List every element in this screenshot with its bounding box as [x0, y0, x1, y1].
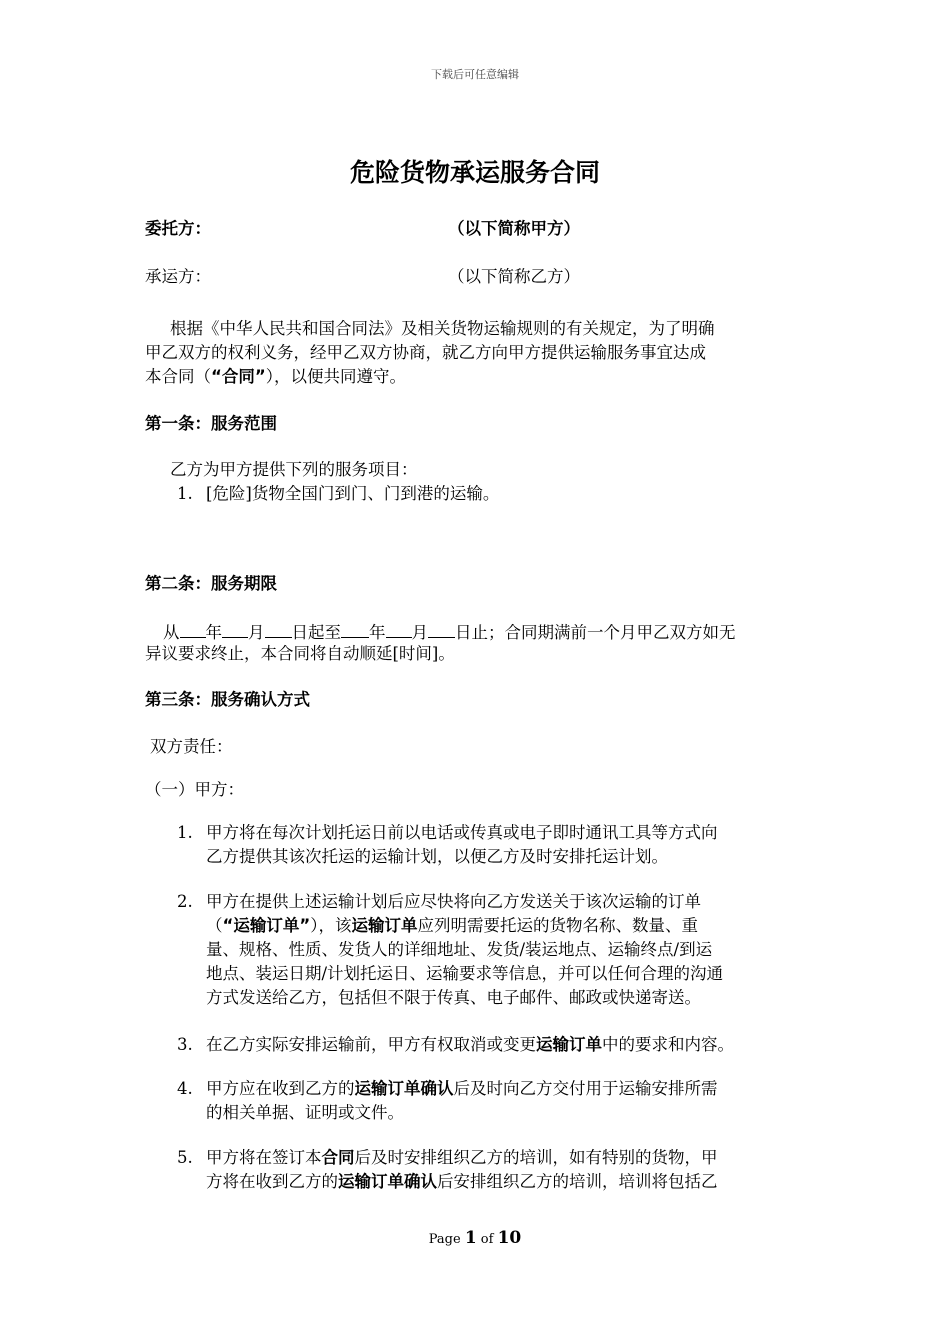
article-1-item-text: [危险]货物全国门到门、门到港的运输。 [206, 484, 500, 503]
client-label: 委托方： [145, 219, 211, 238]
item-2-line-4: 地点、装运日期/计划托运日、运输要求等信息，并可以任何合理的沟通 [206, 964, 724, 983]
service-period-line-2: 异议要求终止，本合同将自动顺延[时间]。 [145, 644, 455, 663]
item-3-line-1: 在乙方实际安排运输前，甲方有权取消或变更运输订单中的要求和内容。 [206, 1035, 734, 1054]
intro-line-3: 本合同（“合同”），以便共同遵守。 [145, 367, 406, 386]
carrier-alias: （以下简称乙方） [448, 267, 580, 286]
document-title: 危险货物承运服务合同 [349, 158, 600, 187]
item-number: 4. [177, 1079, 193, 1098]
page-number: 1 [464, 1228, 477, 1248]
page-word: Page [428, 1232, 461, 1247]
intro-line-2: 甲乙双方的权利义务，经甲乙双方协商，就乙方向甲方提供运输服务事宜达成 [145, 343, 706, 362]
page-header-note: 下载后可任意编辑 [431, 68, 519, 81]
page-total: 10 [497, 1228, 522, 1248]
mutual-duties-label: 双方责任： [150, 737, 233, 756]
item-5-line-2: 方将在收到乙方的运输订单确认后安排组织乙方的培训，培训将包括乙 [206, 1172, 718, 1191]
term-contract: “合同” [211, 367, 266, 386]
item-number: 2. [177, 892, 193, 911]
article-1-lead: 乙方为甲方提供下列的服务项目： [170, 460, 418, 479]
page-footer [0, 1228, 950, 1248]
item-2-line-5: 方式发送给乙方，包括但不限于传真、电子邮件、邮政或快递寄送。 [206, 988, 701, 1007]
item-5-line-1: 甲方将在签订本合同后及时安排组织乙方的培训，如有特别的货物，甲 [206, 1148, 718, 1167]
item-number: 5. [177, 1148, 193, 1167]
carrier-label: 承运方： [145, 267, 211, 286]
article-2-heading: 第二条：服务期限 [145, 574, 277, 593]
item-2-line-2: （“运输订单”），该运输订单应列明需要托运的货物名称、数量、重 [206, 916, 698, 935]
article-1-heading: 第一条：服务范围 [145, 414, 277, 433]
item-2-line-3: 量、规格、性质、发货人的详细地址、发货/装运地点、运输终点/到运 [206, 940, 713, 959]
item-4-line-1: 甲方应在收到乙方的运输订单确认后及时向乙方交付用于运输安排所需 [206, 1079, 718, 1098]
intro-line-1: 根据《中华人民共和国合同法》及相关货物运输规则的有关规定，为了明确 [170, 319, 715, 338]
item-1-line-1: 甲方将在每次计划托运日前以电话或传真或电子即时通讯工具等方式向 [206, 823, 718, 842]
item-1-line-2: 乙方提供其该次托运的运输计划，以便乙方及时安排托运计划。 [206, 847, 668, 866]
service-period-line: 从 年 月 日起至 年 月 日止；合同期满前一个月甲乙双方如无 [163, 618, 736, 645]
party-a-label: （一）甲方： [145, 780, 244, 799]
item-number: 1. [177, 823, 193, 842]
item-4-line-2: 的相关单据、证明或文件。 [206, 1103, 404, 1122]
client-alias: （以下简称甲方） [448, 219, 580, 238]
of-word: of [480, 1232, 494, 1247]
article-3-heading: 第三条：服务确认方式 [145, 690, 310, 709]
item-2-line-1: 甲方在提供上述运输计划后应尽快将向乙方发送关于该次运输的订单 [206, 892, 701, 911]
article-1-item-number: 1. [177, 484, 193, 503]
item-number: 3. [177, 1035, 193, 1054]
